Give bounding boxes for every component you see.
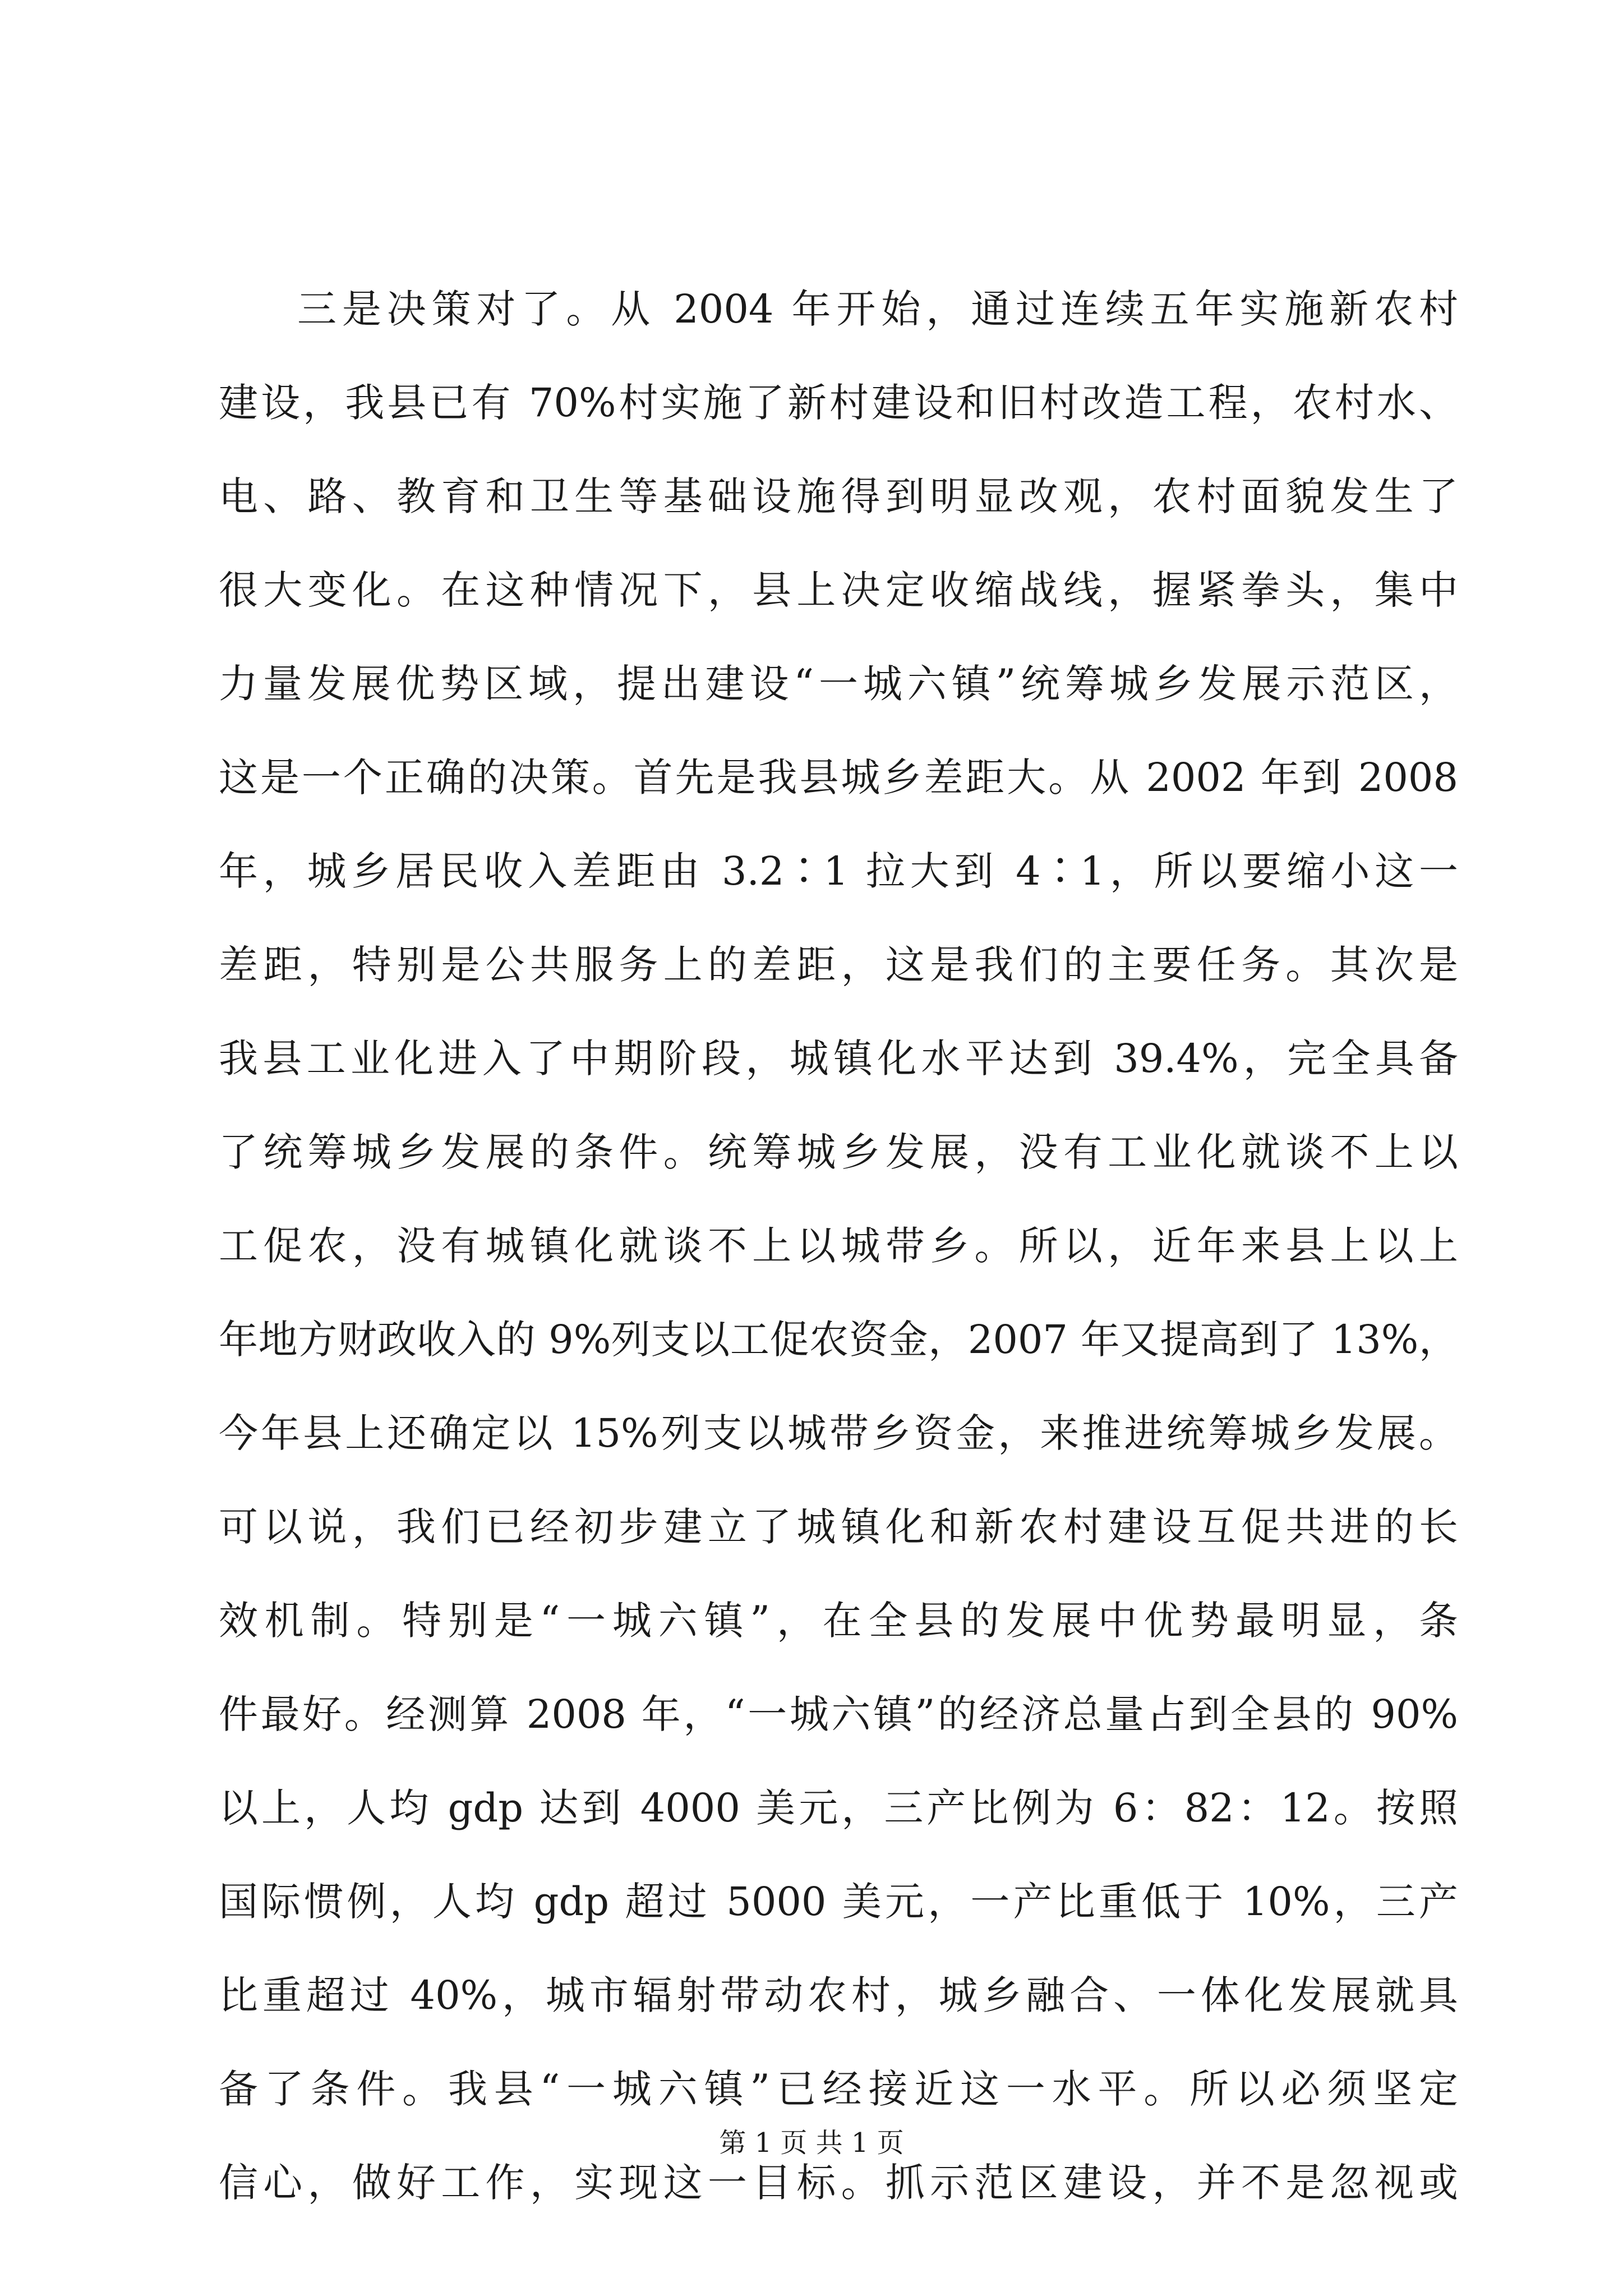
body-paragraph — [219, 263, 1458, 2230]
text-line: 了统筹城乡发展的条件。统筹城乡发展，没有工业化就谈不上以 — [219, 1129, 1458, 1175]
text-line: 这是一个正确的决策。首先是我县城乡差距大。从 2002 年到 2008 — [219, 754, 1458, 800]
page-number-label: 第 1 页 共 1 页 — [719, 2127, 904, 2159]
text-line: 年地方财政收入的 9%列支以工促农资金，2007 年又提高到了 13%， — [219, 1317, 1458, 1363]
text-line: 建设，我县已有 70%村实施了新村建设和旧村改造工程，农村水、 — [219, 380, 1458, 426]
text-line: 可以说，我们已经初步建立了城镇化和新农村建设互促共进的长 — [219, 1504, 1458, 1550]
text-line: 工促农，没有城镇化就谈不上以城带乡。所以，近年来县上以上 — [219, 1223, 1458, 1269]
text-line: 件最好。经测算 2008 年，“一城六镇”的经济总量占到全县的 90% — [219, 1691, 1458, 1737]
text-line: 年，城乡居民收入差距由 3.2∶1 拉大到 4∶1，所以要缩小这一 — [219, 848, 1458, 894]
page-footer — [0, 2126, 1623, 2160]
text-line: 很大变化。在这种情况下，县上决定收缩战线，握紧拳头，集中 — [219, 567, 1458, 613]
text-line: 电、路、教育和卫生等基础设施得到明显改观，农村面貌发生了 — [219, 473, 1458, 519]
text-line: 信心，做好工作，实现这一目标。抓示范区建设，并不是忽视或 — [219, 2160, 1458, 2206]
text-line: 三是决策对了。从 2004 年开始，通过连续五年实施新农村 — [297, 286, 1458, 332]
text-line: 力量发展优势区域，提出建设“一城六镇”统筹城乡发展示范区， — [219, 661, 1458, 707]
text-line: 今年县上还确定以 15%列支以城带乡资金，来推进统筹城乡发展。 — [219, 1410, 1458, 1456]
text-line: 国际惯例，人均 gdp 超过 5000 美元，一产比重低于 10%，三产 — [219, 1879, 1458, 1925]
text-line: 效机制。特别是“一城六镇”，在全县的发展中优势最明显，条 — [219, 1598, 1458, 1644]
text-line: 以上，人均 gdp 达到 4000 美元，三产比例为 6：82：12。按照 — [219, 1785, 1458, 1831]
text-line: 差距，特别是公共服务上的差距，这是我们的主要任务。其次是 — [219, 942, 1458, 988]
text-line: 比重超过 40%，城市辐射带动农村，城乡融合、一体化发展就具 — [219, 1972, 1458, 2018]
text-line: 备了条件。我县“一城六镇”已经接近这一水平。所以必须坚定 — [219, 2066, 1458, 2112]
text-line: 我县工业化进入了中期阶段，城镇化水平达到 39.4%，完全具备 — [219, 1036, 1458, 1082]
